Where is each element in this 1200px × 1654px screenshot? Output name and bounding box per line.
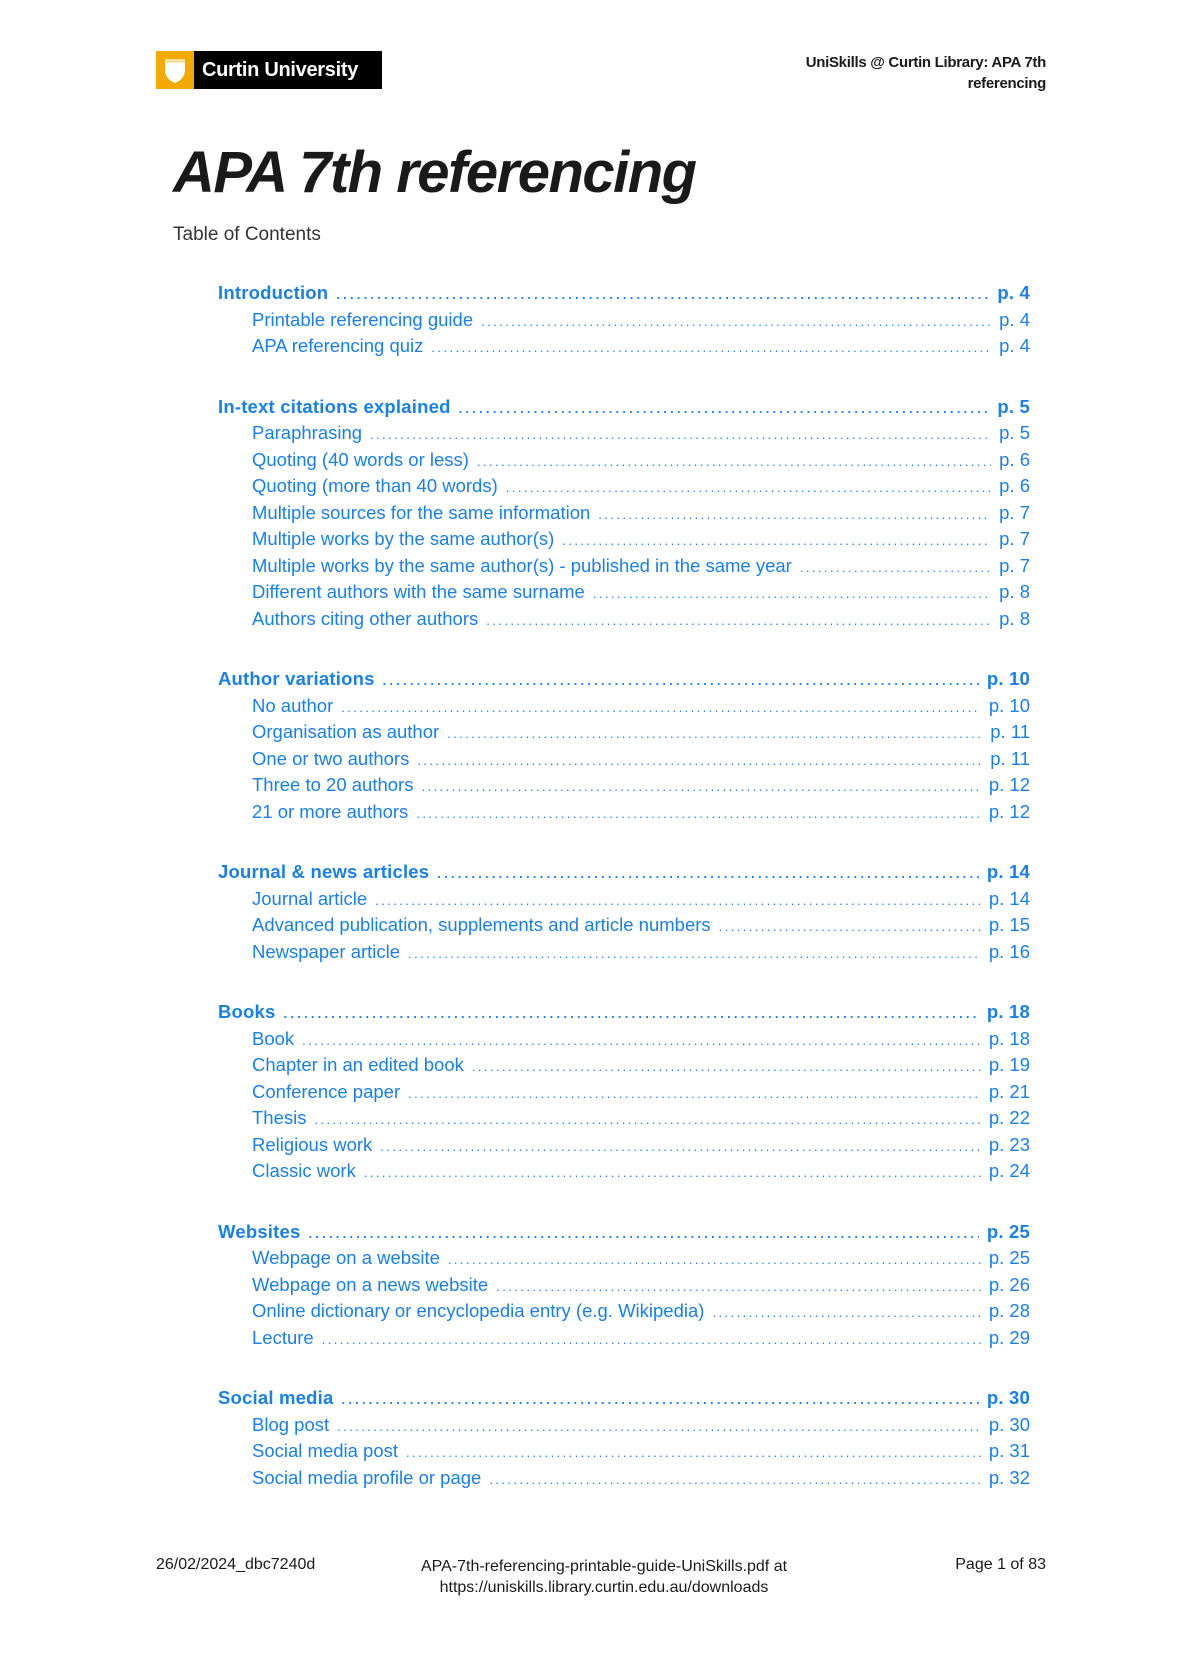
toc-section-link[interactable] [218, 396, 1030, 423]
dot-leader [481, 309, 991, 331]
toc-item-link[interactable] [218, 335, 1030, 362]
toc-item-link[interactable] [218, 1327, 1030, 1354]
toc-label: Books [218, 1001, 276, 1022]
toc-page-number: p. 7 [999, 528, 1030, 549]
logo-text: Curtin University [202, 58, 359, 81]
toc-page-number: p. 10 [986, 668, 1030, 689]
toc-label: Religious work [252, 1133, 373, 1155]
dot-leader [375, 888, 981, 910]
toc-item-link[interactable] [218, 1054, 1030, 1081]
toc-item-link[interactable] [218, 581, 1030, 608]
dot-leader [336, 282, 989, 304]
footer-url: https://uniskills.library.curtin.edu.au/downloads [439, 1579, 769, 1596]
dot-leader [506, 475, 991, 497]
toc-page-number: p. 8 [999, 607, 1030, 629]
dot-leader [406, 1440, 981, 1462]
dot-leader [315, 1107, 981, 1129]
toc-page-number: p. 14 [988, 887, 1030, 909]
footer-filename: APA-7th-referencing-printable-guide-UniSkills.pdf at [420, 1558, 788, 1575]
toc-section [218, 1001, 1030, 1187]
footer-date-id: 26/02/2024_dbc7240d [156, 1556, 316, 1573]
toc-item-link[interactable] [218, 721, 1030, 748]
toc-label: Printable referencing guide [252, 308, 474, 330]
toc-section-link[interactable] [218, 668, 1030, 695]
toc-page-number: p. 26 [988, 1273, 1030, 1295]
toc-page-number: p. 7 [999, 554, 1030, 576]
dot-leader [284, 1001, 979, 1023]
dot-leader [437, 861, 979, 883]
toc-item-link[interactable] [218, 888, 1030, 915]
toc-label: Advanced publication, supplements and article numbers [252, 914, 711, 935]
toc-label: One or two authors [252, 747, 410, 769]
toc-label: APA referencing quiz [252, 335, 424, 356]
toc-label: Blog post [252, 1413, 330, 1435]
toc-section [218, 1387, 1030, 1493]
toc-label: Social media post [252, 1440, 399, 1461]
toc-section [218, 668, 1030, 827]
toc-item-link[interactable] [218, 1274, 1030, 1301]
toc-item-link[interactable] [218, 1028, 1030, 1055]
dot-leader [719, 914, 981, 936]
dot-leader [364, 1160, 981, 1182]
toc-label: Webpage on a website [252, 1247, 440, 1268]
toc-item-link[interactable] [218, 1414, 1030, 1441]
dot-leader [416, 801, 981, 823]
toc-page-number: p. 6 [999, 448, 1030, 470]
toc-item-link[interactable] [218, 1467, 1030, 1494]
dot-leader [302, 1028, 981, 1050]
toc-page-number: p. 30 [988, 1413, 1030, 1435]
toc-page-number: p. 4 [999, 335, 1030, 356]
toc-page-number: p. 5 [997, 395, 1030, 417]
dot-leader [370, 422, 991, 444]
toc-page-number: p. 25 [988, 1247, 1030, 1268]
toc-item-link[interactable] [218, 555, 1030, 582]
toc-page-number: p. 18 [986, 1001, 1030, 1022]
toc-label: Quoting (more than 40 words) [252, 475, 498, 496]
toc-page-number: p. 23 [988, 1133, 1030, 1155]
toc-label: 21 or more authors [252, 800, 409, 822]
toc-page-number: p. 28 [988, 1300, 1030, 1321]
toc-label: Lecture [252, 1326, 314, 1348]
toc-item-link[interactable] [218, 1134, 1030, 1161]
toc-page-number: p. 4 [999, 308, 1030, 330]
dot-leader [712, 1300, 980, 1322]
toc-label: Journal article [252, 887, 368, 909]
toc-label: Multiple works by the same author(s) [252, 528, 555, 549]
dot-leader [383, 668, 979, 690]
toc-page-number: p. 22 [988, 1107, 1030, 1128]
toc-item-link[interactable] [218, 502, 1030, 529]
dot-leader [322, 1327, 981, 1349]
toc-section [218, 396, 1030, 635]
dot-leader [486, 608, 991, 630]
toc-section [218, 861, 1030, 967]
table-of-contents [218, 282, 1030, 1527]
toc-section-link[interactable] [218, 1221, 1030, 1248]
toc-label: Paraphrasing [252, 422, 363, 443]
toc-label: Online dictionary or encyclopedia entry (e.g. Wikipedia) [252, 1300, 705, 1321]
dot-leader [447, 721, 982, 743]
toc-item-link[interactable] [218, 1160, 1030, 1187]
toc-section [218, 282, 1030, 362]
dot-leader [593, 581, 991, 603]
toc-label: No author [252, 694, 334, 716]
toc-page-number: p. 5 [999, 422, 1030, 443]
document-header [746, 52, 1046, 94]
toc-item-link[interactable] [218, 941, 1030, 968]
dot-leader [380, 1134, 981, 1156]
toc-page-number: p. 18 [988, 1027, 1030, 1049]
toc-item-link[interactable] [218, 475, 1030, 502]
toc-section-link[interactable] [218, 1387, 1030, 1414]
toc-page-number: p. 7 [999, 501, 1030, 523]
toc-label: Conference paper [252, 1080, 401, 1102]
toc-label: Social media profile or page [252, 1466, 482, 1488]
toc-section-link[interactable] [218, 282, 1030, 309]
curtin-logo [156, 51, 382, 89]
toc-item-link[interactable] [218, 748, 1030, 775]
dot-leader [408, 941, 981, 963]
dot-leader [459, 396, 990, 418]
toc-page-number: p. 8 [999, 581, 1030, 602]
toc-section-link[interactable] [218, 1001, 1030, 1028]
dot-leader [472, 1054, 981, 1076]
toc-item-link[interactable] [218, 695, 1030, 722]
toc-page-number: p. 25 [986, 1220, 1030, 1242]
toc-label: Websites [218, 1220, 301, 1242]
dot-leader [408, 1081, 981, 1103]
toc-item-link[interactable] [218, 1440, 1030, 1467]
toc-label: Author variations [218, 668, 375, 689]
toc-label: Chapter in an edited book [252, 1054, 464, 1075]
toc-item-link[interactable] [218, 422, 1030, 449]
dot-leader [342, 1387, 979, 1409]
footer-page-number: Page 1 of 83 [955, 1556, 1046, 1573]
toc-item-link[interactable] [218, 309, 1030, 336]
toc-item-link[interactable] [218, 528, 1030, 555]
toc-item-link[interactable] [218, 608, 1030, 635]
toc-item-link[interactable] [218, 1081, 1030, 1108]
toc-item-link[interactable] [218, 1300, 1030, 1327]
page-title: APA 7th referencing [173, 140, 696, 205]
toc-label: Introduction [218, 282, 329, 303]
toc-page-number: p. 6 [999, 475, 1030, 496]
toc-page-number: p. 16 [988, 940, 1030, 962]
toc-label: In-text citations explained [218, 395, 451, 417]
toc-label: Authors citing other authors [252, 607, 479, 629]
footer-source [404, 1556, 804, 1598]
doc-title-line1: UniSkills @ Curtin Library: APA 7th [805, 54, 1046, 71]
toc-page-number: p. 32 [988, 1466, 1030, 1488]
dot-leader [489, 1467, 981, 1489]
toc-page-number: p. 10 [988, 694, 1030, 716]
dot-leader [800, 555, 991, 577]
toc-label: Multiple sources for the same information [252, 501, 591, 523]
toc-page-number: p. 29 [988, 1326, 1030, 1348]
toc-page-number: p. 11 [990, 721, 1030, 742]
toc-page-number: p. 15 [988, 914, 1030, 935]
dot-leader [417, 748, 982, 770]
toc-label: Organisation as author [252, 721, 440, 742]
toc-page-number: p. 21 [988, 1080, 1030, 1102]
dot-leader [496, 1274, 981, 1296]
toc-page-number: p. 31 [988, 1440, 1030, 1461]
toc-page-number: p. 14 [986, 861, 1030, 882]
toc-item-link[interactable] [218, 449, 1030, 476]
dot-leader [421, 774, 980, 796]
dot-leader [337, 1414, 981, 1436]
toc-item-link[interactable] [218, 774, 1030, 801]
toc-item-link[interactable] [218, 1247, 1030, 1274]
toc-label: Webpage on a news website [252, 1273, 489, 1295]
toc-label: Quoting (40 words or less) [252, 448, 469, 470]
shield-icon [156, 51, 194, 89]
toc-item-link[interactable] [218, 801, 1030, 828]
toc-section [218, 1221, 1030, 1354]
toc-page-number: p. 4 [997, 282, 1030, 303]
toc-page-number: p. 12 [988, 800, 1030, 822]
dot-leader [598, 502, 991, 524]
dot-leader [431, 335, 991, 357]
toc-label: Multiple works by the same author(s) - published in the same year [252, 554, 792, 576]
toc-label: Thesis [252, 1107, 307, 1128]
toc-label: Newspaper article [252, 940, 401, 962]
dot-leader [308, 1221, 978, 1243]
toc-label: Social media [218, 1387, 334, 1408]
toc-page-number: p. 19 [988, 1054, 1030, 1075]
toc-label: Different authors with the same surname [252, 581, 585, 602]
toc-label: Journal & news articles [218, 861, 430, 882]
toc-section-link[interactable] [218, 861, 1030, 888]
doc-title-line2: referencing [967, 75, 1046, 92]
toc-page-number: p. 11 [990, 747, 1030, 769]
toc-page-number: p. 12 [988, 774, 1030, 795]
toc-item-link[interactable] [218, 914, 1030, 941]
toc-page-number: p. 24 [988, 1160, 1030, 1181]
toc-heading: Table of Contents [173, 224, 321, 245]
dot-leader [448, 1247, 981, 1269]
dot-leader [562, 528, 991, 550]
toc-label: Three to 20 authors [252, 774, 414, 795]
toc-item-link[interactable] [218, 1107, 1030, 1134]
toc-page-number: p. 30 [986, 1387, 1030, 1408]
toc-label: Book [252, 1027, 295, 1049]
dot-leader [477, 449, 991, 471]
toc-label: Classic work [252, 1160, 356, 1181]
dot-leader [341, 695, 981, 717]
